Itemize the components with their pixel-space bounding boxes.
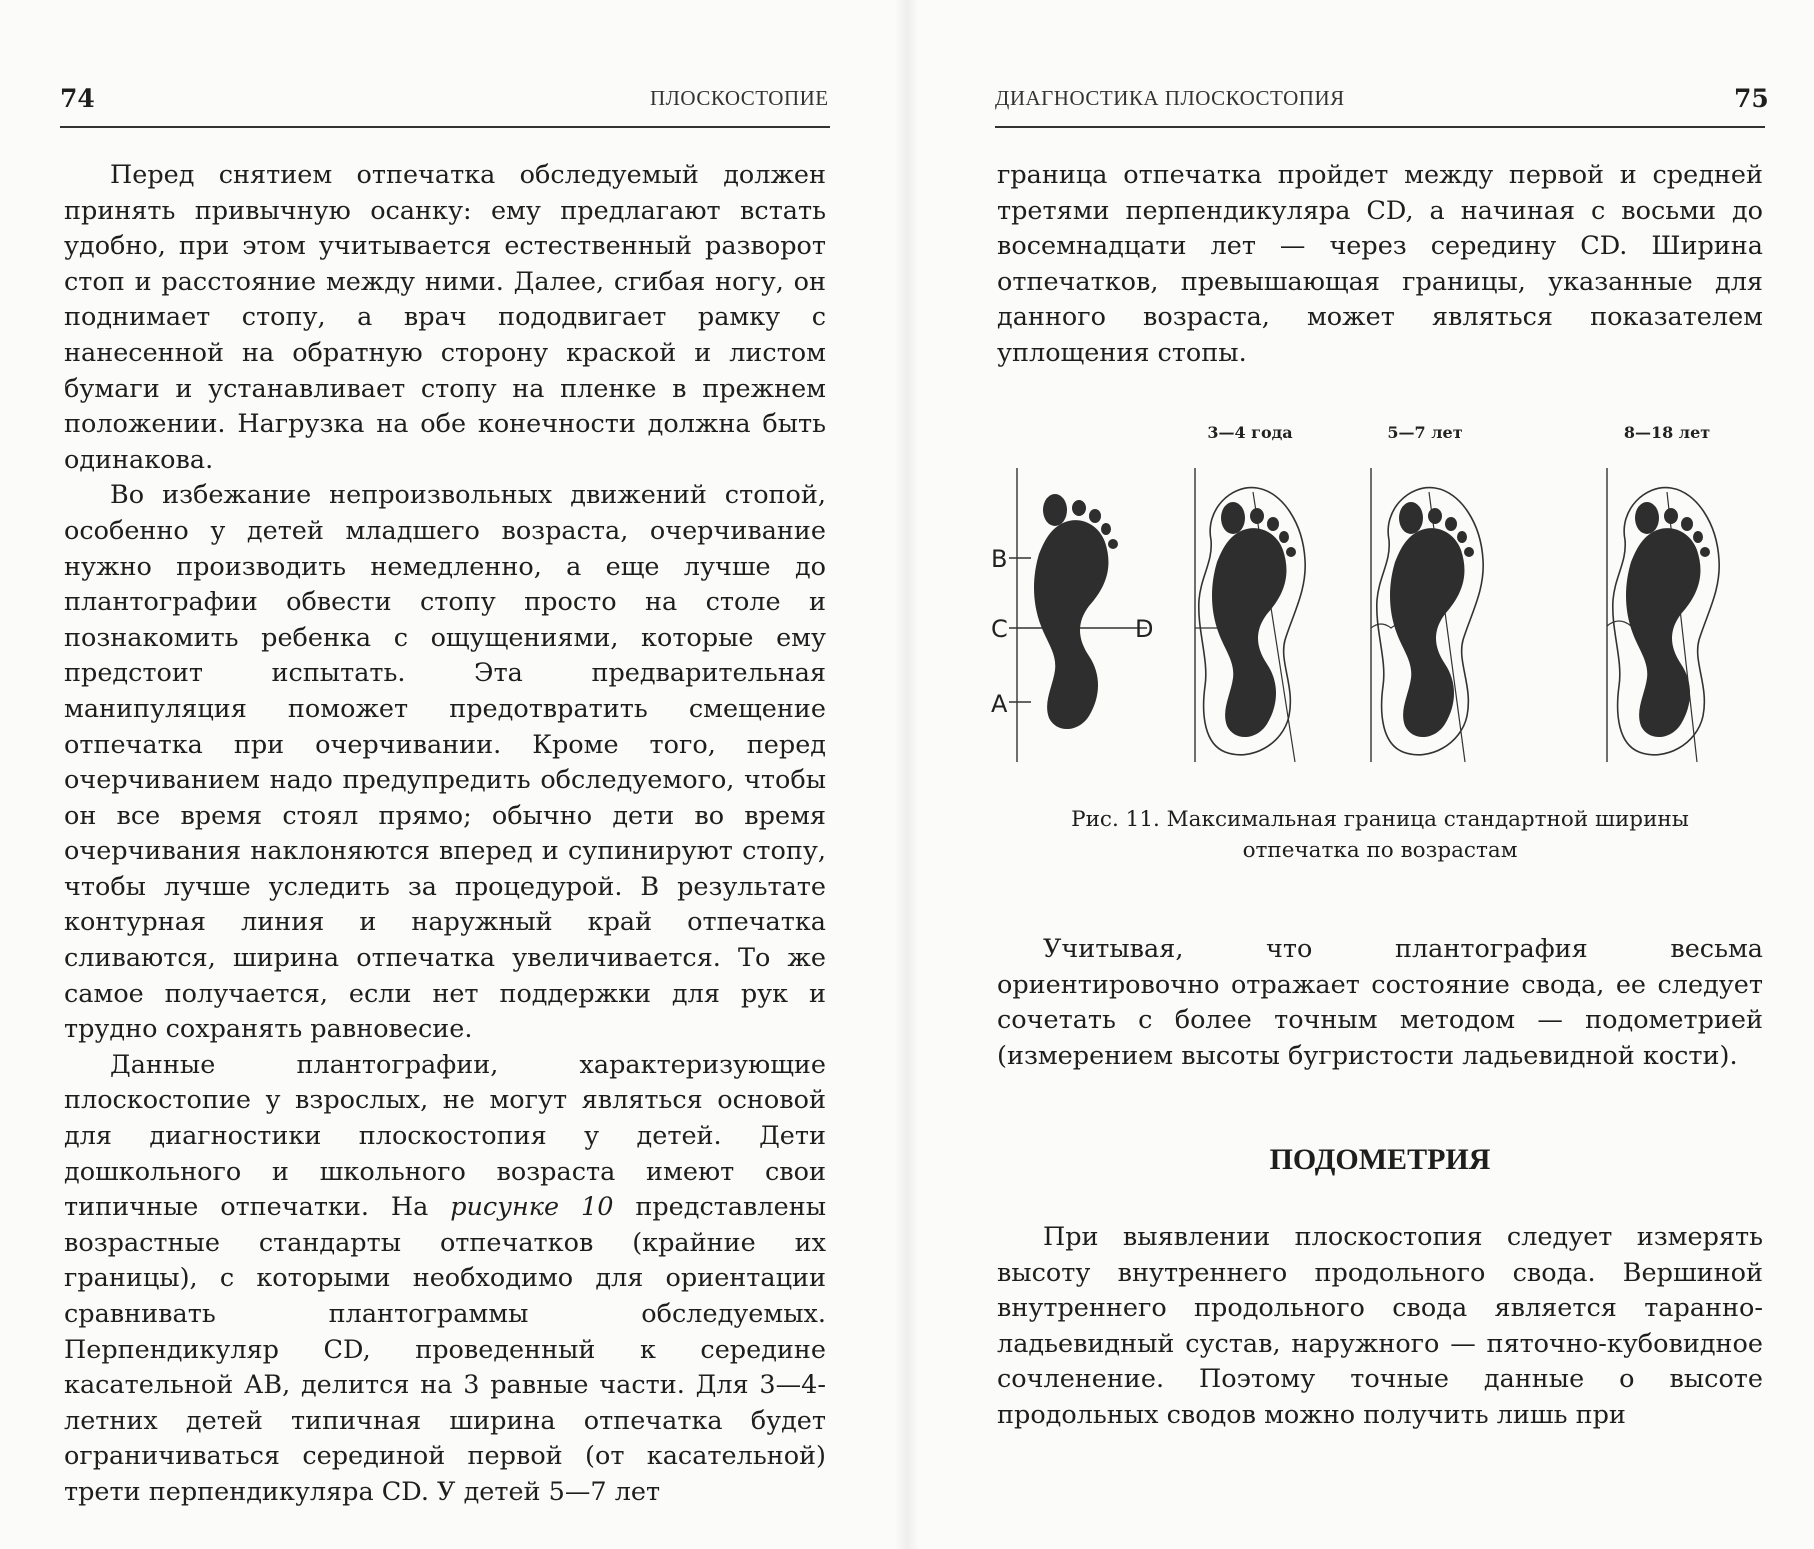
paragraph: Учитывая, что плантография весьма ориентировочно отражает состояние свода, ее следует сочетать с более точным методом — подометрией (измерением высоты бугристости ладьевидной кости). [997, 934, 1763, 1071]
caption-line: Рис. 11. Максимальная граница стандартной ширины [1071, 807, 1689, 832]
caption-line: отпечатка по возрастам [1242, 838, 1518, 863]
paragraph: Перед снятием отпечатка обследуемый должен принять привычную осанку: ему предлагают встать удобно, при этом учитывается естественный разворот стоп и расстояние между ними. Далее, сгибая ногу, он поднимает стопу, а врач пододвигает рамку с нанесенной на обратную сторону краской и листом бумаги и устанавливает стопу на пленке в прежнем положении. Нагрузка на обе конечности должна быть одинакова. [64, 160, 826, 475]
page-number-left: 74 [60, 84, 95, 113]
paragraph-text: Данные плантографии, характеризующие плоскостопие у взрослых, не могут являться основой для диагностики плоскостопия у детей. Дети дошкольного и школьного возраста имеют свои типичные отпечатки. На [64, 1049, 826, 1223]
section-heading: ПОДОМЕТРИЯ [1269, 1143, 1491, 1176]
running-head-right: ДИАГНОСТИКА ПЛОСКОСТОПИЯ [995, 86, 1345, 110]
footprint-figure [991, 412, 1775, 772]
paragraph: Во избежание непроизвольных движений стопой, особенно у детей младшего возраста, очерчивание нужно производить немедленно, а еще лучше до плантографии обвести стопу просто на столе и познакомить ребенка с ощущениями, которые ему предстоит испытать. Эта предварительная манипуляция поможет предотвратить смещение отпечатка при очерчивании. Кроме того, перед очерчиванием надо предупредить обследуемого, чтобы он все время стоял прямо; обычно дети во время очерчивания наклоняются вперед и супинируют стопу, чтобы лучше уследить за процедурой. В результате контурная линия и наружный край отпечатка сливаются, ширина отпечатка увеличивается. То же самое получается, если нет поддержки для рук и трудно сохранять равновесие. [64, 480, 826, 1045]
post-figure-text [997, 932, 1763, 1074]
paragraph [64, 1048, 826, 1511]
figure-caption [997, 804, 1763, 866]
paragraph: граница отпечатка пройдет между первой и средней третями перпендикуляра CD, а начиная с восьми до восемнадцати лет — через середину CD. Ширина отпечатков, превышающая границы, указанные для данного возраста, может являться показателем уплощения стопы. [997, 160, 1763, 368]
header-rule-right [995, 126, 1765, 128]
age-label-5-7: 5—7 лет [1387, 423, 1463, 442]
left-page-body [64, 158, 826, 1511]
footprint-diagram [991, 412, 1775, 772]
paragraph-text: представлены возрастные стандарты отпечатков (крайние их границы), с которыми необходимо для ориентации сравнивать плантограммы обследуемых. Перпендикуляр CD, проведенный к середине касательной АВ, делится на 3 равные части. Для 3—4-летних детей типичная ширина отпечатка будет ограничиваться серединой первой (от касательной) трети перпендикуляра CD. У детей 5—7 лет [64, 1192, 826, 1507]
figure-reference: рисунке 10 [450, 1192, 614, 1223]
point-label-d: D [1135, 615, 1154, 643]
footprint-5-7-years [1371, 468, 1483, 762]
point-label-c: C [991, 615, 1008, 643]
final-text [997, 1220, 1763, 1434]
right-page [907, 0, 1814, 1549]
paragraph: При выявлении плоскостопия следует измерять высоту внутреннего продольного свода. Вершиной внутреннего продольного свода является таранно-ладьевидный сустав, наружного — пяточно-кубовидное сочленение. Поэтому точные данные о высоте продольных сводов можно получить лишь при [997, 1222, 1763, 1430]
running-head-left: ПЛОСКОСТОПИЕ [650, 86, 829, 110]
age-label-3-4: 3—4 года [1207, 423, 1293, 442]
reference-footprint [991, 468, 1153, 762]
footprint-8-18-years [1607, 468, 1719, 762]
page-number-right: 75 [1734, 84, 1769, 113]
point-label-b: B [991, 545, 1008, 573]
header-rule-left [60, 126, 830, 128]
intro-text [997, 158, 1763, 372]
point-label-a: A [991, 690, 1008, 718]
age-label-8-18: 8—18 лет [1623, 423, 1711, 442]
footprint-3-4-years [1195, 468, 1305, 762]
